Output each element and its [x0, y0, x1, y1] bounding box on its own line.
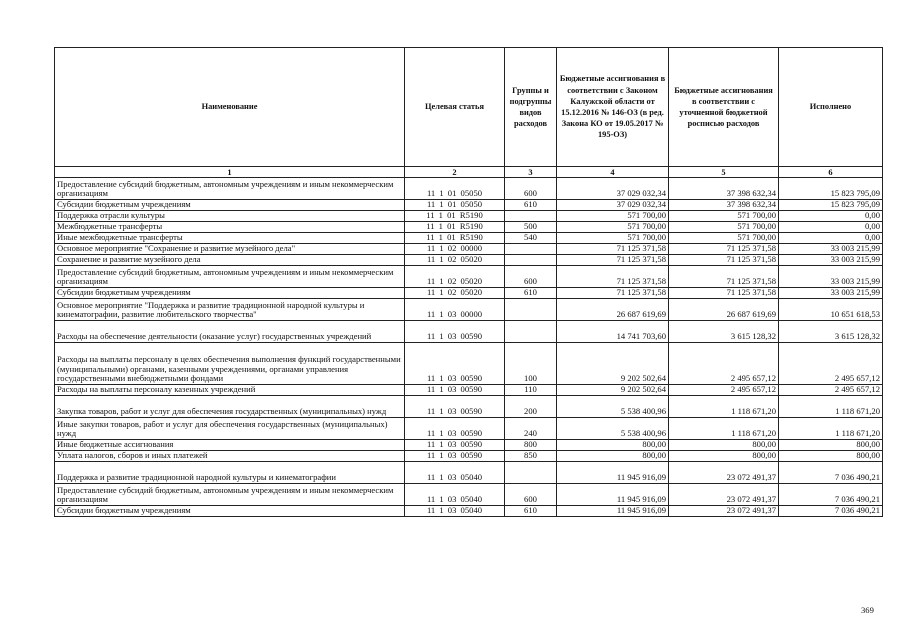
row-executed: 15 823 795,09	[779, 200, 883, 211]
row-budget-law: 9 202 502,64	[557, 343, 669, 385]
row-executed: 15 823 795,09	[779, 178, 883, 200]
table-row	[55, 385, 883, 396]
table-row	[55, 321, 883, 343]
table-row	[55, 299, 883, 321]
row-target-article: 11 1 01 R5190	[405, 233, 505, 244]
header-target-article: Целевая статья	[405, 48, 505, 167]
row-name: Расходы на выплаты персоналу в целях обеспечения выполнения функций государственными (муниципальными) органами, казенными учреждениями, органами управления государственными внебюджетными фондами	[55, 343, 405, 385]
row-executed: 1 118 671,20	[779, 396, 883, 418]
row-name: Поддержка и развитие традиционной народной культуры и кинематографии	[55, 462, 405, 484]
column-number: 1	[55, 167, 405, 178]
row-name: Предоставление субсидий бюджетным, автономным учреждениям и иным некоммерческим организациям	[55, 266, 405, 288]
row-budget-law: 5 538 400,96	[557, 418, 669, 440]
row-expense-group	[505, 255, 557, 266]
table-body	[55, 178, 883, 517]
row-expense-group	[505, 211, 557, 222]
row-budget-law: 800,00	[557, 451, 669, 462]
row-expense-group: 600	[505, 178, 557, 200]
table-row	[55, 200, 883, 211]
row-name: Межбюджетные трансферты	[55, 222, 405, 233]
table-row	[55, 222, 883, 233]
row-name: Иные закупки товаров, работ и услуг для обеспечения государственных (муниципальных) нужд	[55, 418, 405, 440]
table-row	[55, 440, 883, 451]
table-row	[55, 178, 883, 200]
row-budget-refined: 71 125 371,58	[669, 255, 779, 266]
row-budget-refined: 571 700,00	[669, 233, 779, 244]
row-target-article: 11 1 01 05050	[405, 178, 505, 200]
row-expense-group: 610	[505, 506, 557, 517]
row-name: Субсидии бюджетным учреждениям	[55, 200, 405, 211]
row-name: Субсидии бюджетным учреждениям	[55, 288, 405, 299]
row-expense-group: 540	[505, 233, 557, 244]
row-target-article: 11 1 03 00590	[405, 396, 505, 418]
table-row	[55, 451, 883, 462]
column-number: 2	[405, 167, 505, 178]
row-executed: 800,00	[779, 451, 883, 462]
table-row	[55, 462, 883, 484]
row-name: Предоставление субсидий бюджетным, автономным учреждениям и иным некоммерческим организациям	[55, 484, 405, 506]
table-row	[55, 233, 883, 244]
column-number: 4	[557, 167, 669, 178]
table-row	[55, 396, 883, 418]
row-expense-group: 610	[505, 200, 557, 211]
row-expense-group	[505, 321, 557, 343]
row-expense-group	[505, 299, 557, 321]
table-row	[55, 288, 883, 299]
row-budget-refined: 3 615 128,32	[669, 321, 779, 343]
row-expense-group	[505, 244, 557, 255]
row-name: Поддержка отрасли культуры	[55, 211, 405, 222]
row-budget-refined: 2 495 657,12	[669, 385, 779, 396]
row-budget-refined: 1 118 671,20	[669, 418, 779, 440]
row-executed: 33 003 215,99	[779, 244, 883, 255]
row-budget-refined: 800,00	[669, 451, 779, 462]
row-budget-refined: 800,00	[669, 440, 779, 451]
row-expense-group: 850	[505, 451, 557, 462]
row-expense-group: 600	[505, 484, 557, 506]
table-row	[55, 343, 883, 385]
budget-table-sheet	[54, 47, 882, 517]
row-budget-law: 14 741 703,60	[557, 321, 669, 343]
column-number: 6	[779, 167, 883, 178]
row-expense-group: 500	[505, 222, 557, 233]
row-executed: 2 495 657,12	[779, 343, 883, 385]
row-name: Закупка товаров, работ и услуг для обеспечения государственных (муниципальных) нужд	[55, 396, 405, 418]
row-target-article: 11 1 03 00590	[405, 385, 505, 396]
table-row	[55, 484, 883, 506]
row-executed: 33 003 215,99	[779, 266, 883, 288]
row-name: Иные бюджетные ассигнования	[55, 440, 405, 451]
row-budget-refined: 37 398 632,34	[669, 178, 779, 200]
row-target-article: 11 1 03 00590	[405, 440, 505, 451]
header-executed: Исполнено	[779, 48, 883, 167]
row-budget-refined: 71 125 371,58	[669, 288, 779, 299]
row-target-article: 11 1 03 05040	[405, 506, 505, 517]
column-number: 5	[669, 167, 779, 178]
row-executed: 33 003 215,99	[779, 288, 883, 299]
row-executed: 3 615 128,32	[779, 321, 883, 343]
row-executed: 2 495 657,12	[779, 385, 883, 396]
row-name: Предоставление субсидий бюджетным, автономным учреждениям и иным некоммерческим организациям	[55, 178, 405, 200]
row-target-article: 11 1 03 00590	[405, 451, 505, 462]
table-header-row	[55, 48, 883, 167]
row-target-article: 11 1 02 05020	[405, 255, 505, 266]
row-budget-law: 571 700,00	[557, 222, 669, 233]
row-target-article: 11 1 02 00000	[405, 244, 505, 255]
row-budget-law: 11 945 916,09	[557, 462, 669, 484]
row-budget-law: 71 125 371,58	[557, 255, 669, 266]
row-target-article: 11 1 03 00590	[405, 418, 505, 440]
row-executed: 800,00	[779, 440, 883, 451]
row-target-article: 11 1 01 R5190	[405, 222, 505, 233]
row-budget-law: 71 125 371,58	[557, 266, 669, 288]
row-expense-group: 100	[505, 343, 557, 385]
header-budget-refined: Бюджетные ассигнования в соответствии с уточненной бюджетной росписью расходов	[669, 48, 779, 167]
row-target-article: 11 1 01 05050	[405, 200, 505, 211]
row-name: Основное мероприятие "Сохранение и развитие музейного дела"	[55, 244, 405, 255]
row-budget-refined: 37 398 632,34	[669, 200, 779, 211]
row-executed: 0,00	[779, 222, 883, 233]
row-expense-group	[505, 462, 557, 484]
column-number: 3	[505, 167, 557, 178]
row-name: Основное мероприятие "Поддержка и развитие традиционной народной культуры и кинематографии, развитие любительского творчества"	[55, 299, 405, 321]
row-expense-group: 600	[505, 266, 557, 288]
row-expense-group: 200	[505, 396, 557, 418]
row-name: Сохранение и развитие музейного дела	[55, 255, 405, 266]
row-budget-law: 11 945 916,09	[557, 506, 669, 517]
row-executed: 7 036 490,21	[779, 462, 883, 484]
row-name: Расходы на обеспечение деятельности (оказание услуг) государственных учреждений	[55, 321, 405, 343]
budget-execution-table	[54, 47, 883, 517]
row-expense-group: 110	[505, 385, 557, 396]
row-expense-group: 800	[505, 440, 557, 451]
row-executed: 0,00	[779, 233, 883, 244]
row-budget-refined: 23 072 491,37	[669, 484, 779, 506]
row-budget-law: 26 687 619,69	[557, 299, 669, 321]
row-budget-law: 571 700,00	[557, 211, 669, 222]
row-budget-law: 37 029 032,34	[557, 200, 669, 211]
row-budget-refined: 71 125 371,58	[669, 244, 779, 255]
row-expense-group: 240	[505, 418, 557, 440]
row-name: Иные межбюджетные трансферты	[55, 233, 405, 244]
row-target-article: 11 1 01 R5190	[405, 211, 505, 222]
table-row	[55, 244, 883, 255]
row-target-article: 11 1 02 05020	[405, 266, 505, 288]
row-target-article: 11 1 03 05040	[405, 462, 505, 484]
row-budget-refined: 571 700,00	[669, 222, 779, 233]
column-number-row	[55, 167, 883, 178]
row-executed: 0,00	[779, 211, 883, 222]
row-expense-group: 610	[505, 288, 557, 299]
row-target-article: 11 1 02 05020	[405, 288, 505, 299]
row-budget-refined: 23 072 491,37	[669, 462, 779, 484]
row-name: Уплата налогов, сборов и иных платежей	[55, 451, 405, 462]
row-target-article: 11 1 03 05040	[405, 484, 505, 506]
row-name: Субсидии бюджетным учреждениям	[55, 506, 405, 517]
row-executed: 1 118 671,20	[779, 418, 883, 440]
table-row	[55, 211, 883, 222]
table-row	[55, 266, 883, 288]
header-budget-law: Бюджетные ассигнования в соответствии с Законом Калужской области от 15.12.2016 № 146-ОЗ (в ред. Закона КО от 19.05.2017 № 195-ОЗ)	[557, 48, 669, 167]
row-executed: 33 003 215,99	[779, 255, 883, 266]
row-budget-law: 37 029 032,34	[557, 178, 669, 200]
row-budget-law: 11 945 916,09	[557, 484, 669, 506]
row-budget-refined: 1 118 671,20	[669, 396, 779, 418]
table-row	[55, 255, 883, 266]
header-name: Наименование	[55, 48, 405, 167]
row-budget-law: 571 700,00	[557, 233, 669, 244]
row-budget-refined: 26 687 619,69	[669, 299, 779, 321]
row-executed: 7 036 490,21	[779, 484, 883, 506]
row-budget-refined: 71 125 371,58	[669, 266, 779, 288]
page-number: 369	[861, 605, 874, 615]
row-budget-refined: 23 072 491,37	[669, 506, 779, 517]
row-budget-law: 5 538 400,96	[557, 396, 669, 418]
table-row	[55, 506, 883, 517]
row-executed: 10 651 618,53	[779, 299, 883, 321]
row-budget-law: 9 202 502,64	[557, 385, 669, 396]
row-target-article: 11 1 03 00000	[405, 299, 505, 321]
table-row	[55, 418, 883, 440]
row-budget-law: 800,00	[557, 440, 669, 451]
row-executed: 7 036 490,21	[779, 506, 883, 517]
row-name: Расходы на выплаты персоналу казенных учреждений	[55, 385, 405, 396]
row-budget-refined: 571 700,00	[669, 211, 779, 222]
row-budget-law: 71 125 371,58	[557, 288, 669, 299]
row-target-article: 11 1 03 00590	[405, 321, 505, 343]
row-target-article: 11 1 03 00590	[405, 343, 505, 385]
row-budget-law: 71 125 371,58	[557, 244, 669, 255]
row-budget-refined: 2 495 657,12	[669, 343, 779, 385]
header-expense-groups: Группы и подгруппы видов расходов	[505, 48, 557, 167]
